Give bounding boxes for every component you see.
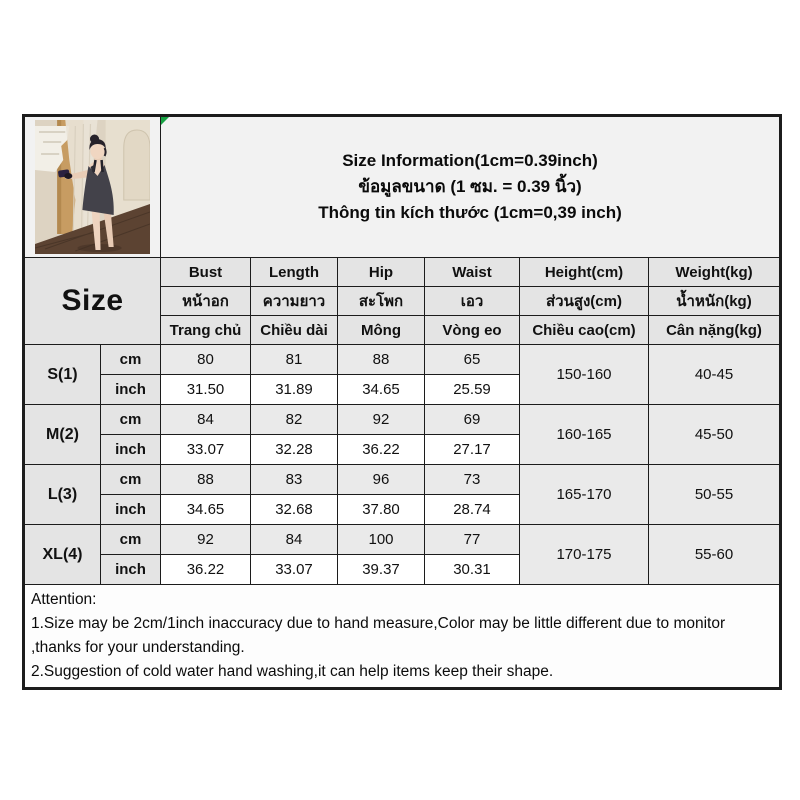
title-vietnamese: Thông tin kích thước (1cm=0,39 inch) — [318, 203, 622, 222]
unit-label-cm: cm — [101, 465, 161, 495]
excel-corner-marker-icon — [161, 117, 169, 125]
size-label-l: L(3) — [24, 465, 101, 525]
col-header-weight-th: น้ำหนัก(kg) — [649, 287, 781, 316]
cell-m-hip-inch: 36.22 — [338, 435, 425, 465]
cell-l-hip-inch: 37.80 — [338, 495, 425, 525]
col-header-waist-th: เอว — [425, 287, 520, 316]
col-header-length-vi: Chiều dài — [251, 316, 338, 345]
col-header-hip-vi: Mông — [338, 316, 425, 345]
cell-m-waist-cm: 69 — [425, 405, 520, 435]
attention-note-1: 1.Size may be 2cm/1inch inaccuracy due to hand measure,Color may be little different due to monitor ,thanks for your understanding. — [31, 615, 726, 656]
col-header-weight-vi: Cân nặng(kg) — [649, 316, 781, 345]
cell-s-waist-cm: 65 — [425, 345, 520, 375]
size-label-m: M(2) — [24, 405, 101, 465]
product-photo-illustration — [35, 120, 150, 254]
col-header-hip-en: Hip — [338, 258, 425, 287]
cell-l-hip-cm: 96 — [338, 465, 425, 495]
col-header-height-en: Height(cm) — [520, 258, 649, 287]
col-header-height-vi: Chiều cao(cm) — [520, 316, 649, 345]
size-label-s: S(1) — [24, 345, 101, 405]
cell-l-waist-cm: 73 — [425, 465, 520, 495]
cell-xl-length-inch: 33.07 — [251, 555, 338, 585]
cell-s-length-inch: 31.89 — [251, 375, 338, 405]
cell-l-waist-inch: 28.74 — [425, 495, 520, 525]
col-header-waist-vi: Vòng eo — [425, 316, 520, 345]
attention-cell — [24, 585, 781, 689]
cell-l-bust-inch: 34.65 — [161, 495, 251, 525]
cell-xl-bust-inch: 36.22 — [161, 555, 251, 585]
cell-m-bust-cm: 84 — [161, 405, 251, 435]
cell-s-bust-cm: 80 — [161, 345, 251, 375]
cell-m-height: 160-165 — [520, 405, 649, 465]
cell-xl-waist-cm: 77 — [425, 525, 520, 555]
cell-m-weight: 45-50 — [649, 405, 781, 465]
size-label-xl: XL(4) — [24, 525, 101, 585]
cell-s-bust-inch: 31.50 — [161, 375, 251, 405]
cell-xl-bust-cm: 92 — [161, 525, 251, 555]
cell-l-height: 165-170 — [520, 465, 649, 525]
unit-label-inch: inch — [101, 555, 161, 585]
unit-label-cm: cm — [101, 525, 161, 555]
cell-s-hip-cm: 88 — [338, 345, 425, 375]
cell-m-bust-inch: 33.07 — [161, 435, 251, 465]
unit-label-cm: cm — [101, 345, 161, 375]
col-header-weight-en: Weight(kg) — [649, 258, 781, 287]
col-header-waist-en: Waist — [425, 258, 520, 287]
title-thai: ข้อมูลขนาด (1 ซม. = 0.39 นิ้ว) — [358, 177, 582, 196]
attention-heading: Attention: — [31, 591, 97, 608]
cell-xl-height: 170-175 — [520, 525, 649, 585]
col-header-height-th: ส่วนสูง(cm) — [520, 287, 649, 316]
product-photo-cell — [24, 116, 161, 258]
attention-note-2: 2.Suggestion of cold water hand washing,it can help items keep their shape. — [31, 663, 554, 680]
unit-label-cm: cm — [101, 405, 161, 435]
col-header-length-th: ความยาว — [251, 287, 338, 316]
cell-s-length-cm: 81 — [251, 345, 338, 375]
cell-l-length-inch: 32.68 — [251, 495, 338, 525]
cell-l-weight: 50-55 — [649, 465, 781, 525]
cell-m-length-inch: 32.28 — [251, 435, 338, 465]
unit-label-inch: inch — [101, 435, 161, 465]
col-header-hip-th: สะโพก — [338, 287, 425, 316]
title-cell — [161, 116, 781, 258]
cell-xl-weight: 55-60 — [649, 525, 781, 585]
cell-m-waist-inch: 27.17 — [425, 435, 520, 465]
cell-l-length-cm: 83 — [251, 465, 338, 495]
cell-xl-length-cm: 84 — [251, 525, 338, 555]
title-english: Size Information(1cm=0.39inch) — [342, 151, 598, 170]
header-row-english — [24, 258, 781, 287]
cell-m-hip-cm: 92 — [338, 405, 425, 435]
col-header-bust-vi: Trang chủ — [161, 316, 251, 345]
unit-label-inch: inch — [101, 375, 161, 405]
table-row-m-cm — [24, 405, 781, 435]
table-row-xl-cm — [24, 525, 781, 555]
col-header-bust-th: หน้าอก — [161, 287, 251, 316]
col-header-bust-en: Bust — [161, 258, 251, 287]
cell-xl-hip-inch: 39.37 — [338, 555, 425, 585]
cell-xl-hip-cm: 100 — [338, 525, 425, 555]
table-row-s-cm — [24, 345, 781, 375]
cell-s-height: 150-160 — [520, 345, 649, 405]
cell-s-weight: 40-45 — [649, 345, 781, 405]
table-row-l-cm — [24, 465, 781, 495]
cell-l-bust-cm: 88 — [161, 465, 251, 495]
cell-m-length-cm: 82 — [251, 405, 338, 435]
size-header: Size — [24, 258, 161, 345]
col-header-length-en: Length — [251, 258, 338, 287]
title-row — [24, 116, 781, 258]
size-table — [22, 114, 782, 690]
cell-xl-waist-inch: 30.31 — [425, 555, 520, 585]
product-photo — [35, 120, 150, 254]
cell-s-waist-inch: 25.59 — [425, 375, 520, 405]
attention-row — [24, 585, 781, 689]
unit-label-inch: inch — [101, 495, 161, 525]
cell-s-hip-inch: 34.65 — [338, 375, 425, 405]
